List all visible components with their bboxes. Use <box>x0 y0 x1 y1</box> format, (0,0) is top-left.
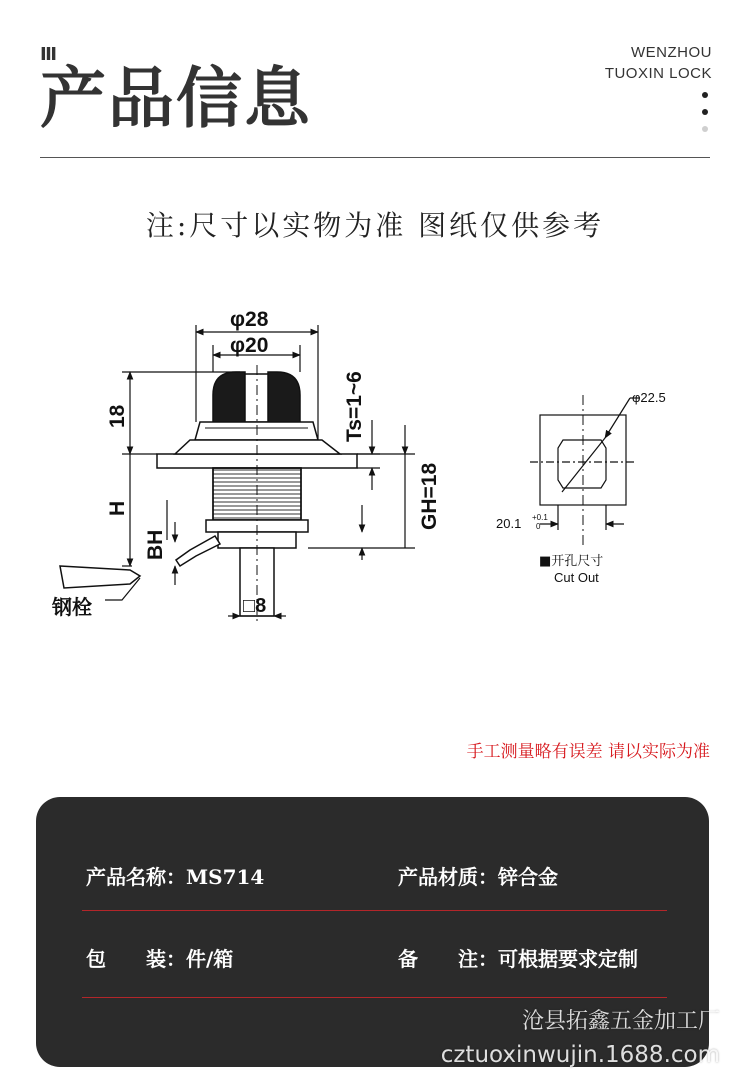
dot-icon <box>702 126 708 132</box>
watermark-company: 沧县拓鑫五金加工厂 <box>521 1009 720 1034</box>
dim-gh: GH=18 <box>418 462 441 530</box>
dim-bh: BH <box>144 529 167 560</box>
dot-icon <box>702 92 708 98</box>
cutout-drawing <box>530 398 640 530</box>
info-divider <box>82 997 667 998</box>
drawing-note: 注:尺寸以实物为准 图纸仅供参考 <box>145 209 605 242</box>
section-mark: Ⅲ <box>40 44 56 65</box>
cutout-tol-zero: 0 <box>536 522 541 531</box>
cutout-tol-plus: +0.1 <box>532 513 548 522</box>
header-divider <box>40 157 710 158</box>
dot-icon <box>702 109 708 115</box>
product-material: 产品材质：锌合金 <box>398 865 558 889</box>
cutout-label-cn: ■开孔尺寸 <box>539 554 604 569</box>
cutout-label-en: Cut Out <box>554 570 599 585</box>
watermark-url: cztuoxinwujin.1688.com <box>440 1042 720 1068</box>
product-remark: 备 注：可根据要求定制 <box>398 947 638 971</box>
brand-line-2: TUOXIN LOCK <box>604 65 712 82</box>
product-name: 产品名称：MS714 <box>86 865 265 889</box>
brand-line-1: WENZHOU <box>631 44 712 61</box>
dim-phi20: φ20 <box>230 334 269 357</box>
dim-ts: Ts=1~6 <box>343 371 366 442</box>
measurement-warning: 手工测量略有误差 请以实际为准 <box>466 742 710 762</box>
product-packing: 包 装：件/箱 <box>86 947 234 971</box>
dim-phi28: φ28 <box>230 308 269 331</box>
brand-name <box>605 42 712 84</box>
decor-dots <box>702 92 708 143</box>
page-title: 产品信息 <box>40 60 312 137</box>
cutout-width: 20.1 <box>496 516 522 531</box>
dim-h: H <box>106 500 129 516</box>
lock-body-drawing <box>60 372 357 616</box>
cutout-diameter: φ22.5 <box>632 390 666 405</box>
dim-18: 18 <box>106 404 129 428</box>
info-divider <box>82 910 667 911</box>
technical-drawing <box>40 290 710 650</box>
dim-sq8: □8 <box>243 595 267 617</box>
label-bolt: 钢栓 <box>52 595 92 619</box>
